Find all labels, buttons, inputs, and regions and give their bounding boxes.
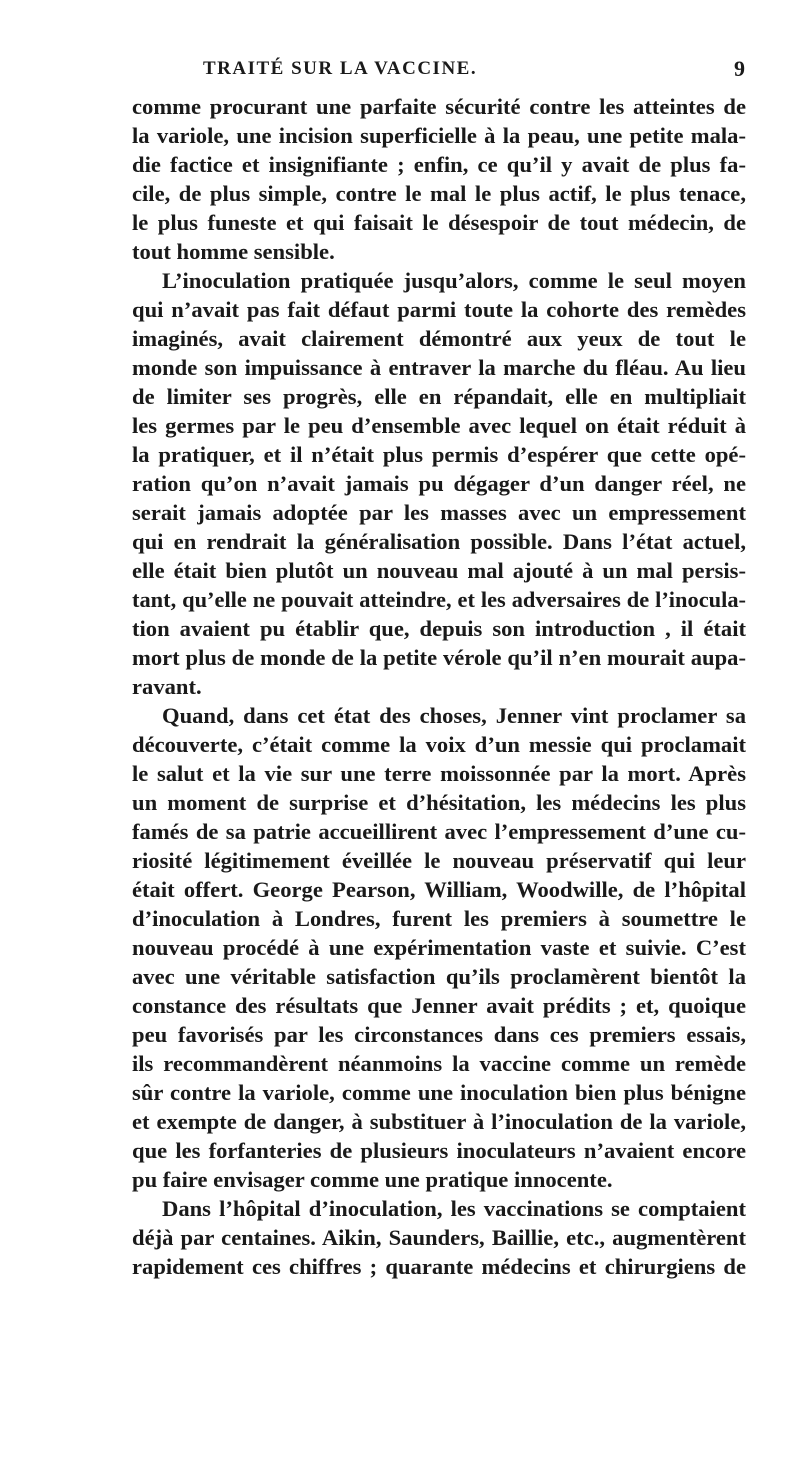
text-line: le plus funeste et qui faisait le désespoir de tout médecin, de: [132, 210, 746, 235]
text-line: Dans l’hôpital d’inoculation, les vaccinations se comptaient: [162, 1196, 746, 1221]
text-line: L’inoculation pratiquée jusqu’alors, comme le seul moyen: [162, 268, 746, 293]
text-line: le salut et la vie sur une terre moissonnée par la mort. Après: [132, 761, 746, 786]
text-line: comme procurant une parfaite sécurité contre les atteintes de: [132, 94, 746, 119]
text-line: sûr contre la variole, comme une inoculation bien plus bénigne: [132, 1080, 746, 1105]
text-line: tant, qu’elle ne pouvait atteindre, et les adversaires de l’inocula-: [132, 587, 746, 612]
text-line: cile, de plus simple, contre le mal le plus actif, le plus tenace,: [132, 181, 746, 206]
text-line: nouveau procédé à une expérimentation vaste et suivie. C’est: [132, 935, 746, 960]
text-line: ravant.: [132, 674, 202, 699]
text-line: qui n’avait pas fait défaut parmi toute la cohorte des remèdes: [132, 297, 746, 322]
text-line: peu favorisés par les circonstances dans ces premiers essais,: [132, 1022, 746, 1047]
page-number: 9: [734, 56, 745, 81]
text-line: et exempte de danger, à substituer à l’inoculation de la variole,: [132, 1109, 746, 1134]
text-line: die factice et insignifiante ; enfin, ce qu’il y avait de plus fa-: [132, 152, 746, 177]
text-line: la variole, une incision superficielle à la peau, une petite mala-: [132, 123, 746, 148]
text-line: était offert. George Pearson, William, Woodwille, de l’hôpital: [132, 877, 746, 902]
text-line: que les forfanteries de plusieurs inoculateurs n’avaient encore: [132, 1138, 746, 1163]
text-line: rapidement ces chiffres ; quarante médecins et chirurgiens de: [132, 1254, 746, 1279]
text-line: serait jamais adoptée par les masses avec un empressement: [132, 500, 746, 525]
text-line: déjà par centaines. Aikin, Saunders, Baillie, etc., augmentèrent: [132, 1225, 746, 1250]
text-line: ils recommandèrent néanmoins la vaccine comme un remède: [132, 1051, 746, 1076]
page-header: [135, 58, 745, 88]
text-line: ration qu’on n’avait jamais pu dégager d’un danger réel, ne: [132, 471, 746, 496]
text-line: découverte, c’était comme la voix d’un messie qui proclamait: [132, 732, 746, 757]
text-line: elle était bien plutôt un nouveau mal ajouté à un mal persis-: [132, 558, 746, 583]
body-text: [132, 92, 746, 1281]
text-line: mort plus de monde de la petite vérole qu’il n’en mourait aupa-: [132, 645, 746, 670]
text-line: d’inoculation à Londres, furent les premiers à soumettre le: [132, 906, 746, 931]
text-line: tion avaient pu établir que, depuis son introduction , il était: [132, 616, 746, 641]
text-line: Quand, dans cet état des choses, Jenner vint proclamer sa: [162, 703, 746, 728]
text-line: famés de sa patrie accueillirent avec l’empressement d’une cu-: [132, 819, 746, 844]
text-line: constance des résultats que Jenner avait prédits ; et, quoique: [132, 993, 746, 1018]
text-line: un moment de surprise et d’hésitation, les médecins les plus: [132, 790, 746, 815]
running-head: TRAITÉ SUR LA VACCINE.: [203, 58, 478, 79]
text-line: qui en rendrait la généralisation possible. Dans l’état actuel,: [132, 529, 746, 554]
text-line: la pratiquer, et il n’était plus permis d’espérer que cette opé-: [132, 442, 746, 467]
text-line: de limiter ses progrès, elle en répandait, elle en multipliait: [132, 384, 746, 409]
text-line: imaginés, avait clairement démontré aux yeux de tout le: [132, 326, 746, 351]
text-line: avec une véritable satisfaction qu’ils proclamèrent bientôt la: [132, 964, 746, 989]
text-line: les germes par le peu d’ensemble avec lequel on était réduit à: [132, 413, 746, 438]
text-line: monde son impuissance à entraver la marche du fléau. Au lieu: [132, 355, 746, 380]
text-line: pu faire envisager comme une pratique innocente.: [132, 1167, 613, 1192]
text-line: tout homme sensible.: [132, 239, 335, 264]
text-line: riosité légitimement éveillée le nouveau préservatif qui leur: [132, 848, 746, 873]
